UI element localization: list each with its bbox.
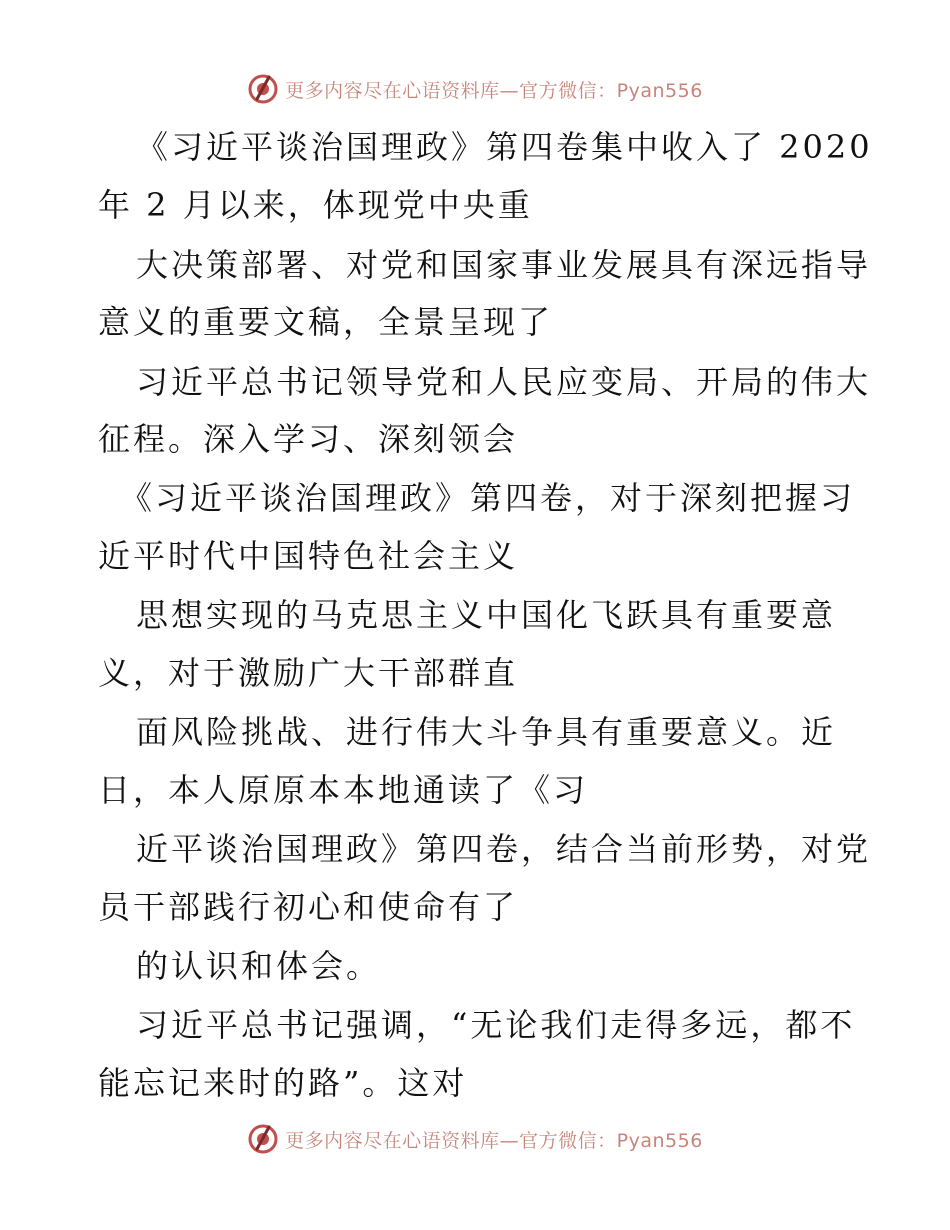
body-line: 员干部践行初心和使命有了 [98,888,519,926]
body-line: 的认识和体会。 [136,947,382,985]
body-line: 能忘记来时的路”。这对 [98,1064,468,1102]
brush-logo-icon [247,73,279,105]
footer-watermark [0,1122,950,1156]
watermark-text: 更多内容尽在心语资料库—官方微信：Pyan556 [285,79,703,102]
body-line: 年 2 月以来，体现党中央重 [98,186,533,224]
body-line: 义，对于激励广大干部群直 [98,654,519,692]
body-line: 《习近平谈治国理政》第四卷集中收入了 2020 [136,128,873,166]
body-line: 习近平总书记强调，“无论我们走得多远，都不 [136,1006,856,1044]
watermark-text: 更多内容尽在心语资料库—官方微信：Pyan556 [285,1129,703,1152]
body-line: 意义的重要文稿，全景呈现了 [98,303,554,341]
body-line: 近平谈治国理政》第四卷，结合当前形势，对党 [136,830,872,868]
body-line: 近平时代中国特色社会主义 [98,537,519,575]
brush-logo-icon [247,1123,279,1155]
body-line: 习近平总书记领导党和人民应变局、开局的伟大 [136,363,872,401]
body-line: 日，本人原原本本地通读了《习 [98,771,589,809]
body-line: 大决策部署、对党和国家事业发展具有深远指导 [136,246,872,284]
body-line: 征程。深入学习、深刻领会 [98,420,519,458]
body-line: 《习近平谈治国理政》第四卷，对于深刻把握习 [120,479,856,517]
header-watermark [0,72,950,106]
body-line: 面风险挑战、进行伟大斗争具有重要意义。近 [136,713,837,751]
body-line: 思想实现的马克思主义中国化飞跃具有重要意 [136,596,837,634]
